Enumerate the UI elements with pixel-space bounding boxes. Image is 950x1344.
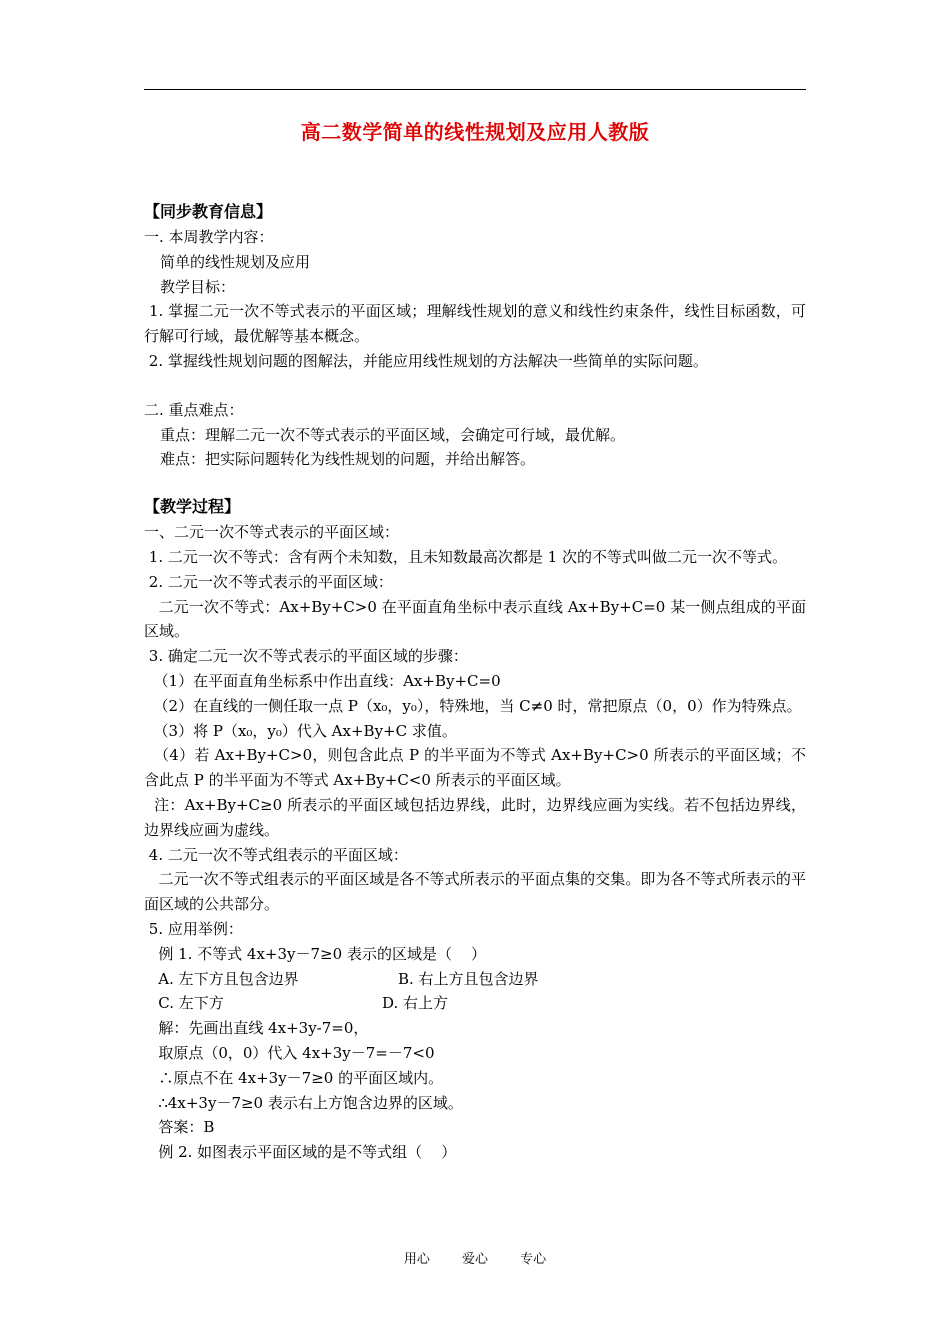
section-heading-sync: 【同步教育信息】 [144, 202, 273, 221]
document-body [144, 199, 806, 1165]
paragraph: 一、二元一次不等式表示的平面区域： [144, 523, 400, 542]
key-point: 重点：理解二元一次不等式表示的平面区域，会确定可行域，最优解。 [160, 425, 626, 444]
goals-label: 教学目标： [160, 277, 236, 296]
section-heading-process: 【教学过程】 [144, 497, 241, 517]
answer-line: 答案：B [144, 1118, 215, 1137]
page-footer [0, 1248, 950, 1267]
footer-word: 专心 [520, 1252, 547, 1267]
example-2: 例 2. 如图表示平面区域的是不等式组（ ） [144, 1143, 457, 1162]
option-a: A. 左下方且包含边界 [144, 969, 299, 988]
goal-2: 2. 掌握线性规划问题的图解法，并能应用线性规划的方法解决一些简单的实际问题。 [144, 351, 708, 370]
goal-1: 1. 掌握二元一次不等式表示的平面区域；理解线性规划的意义和线性约束条件，线性目标函数，可行解可行域，最优解等基本概念。 [144, 302, 806, 346]
footer-word: 爱心 [461, 1252, 488, 1267]
paragraph: 1. 二元一次不等式：含有两个未知数，且未知数最高次都是 1 次的不等式叫做二元一次不等式。 [144, 547, 787, 566]
solution-line: ∴原点不在 4x+3y－7≥0 的平面区域内。 [144, 1068, 444, 1087]
paragraph: （2）在直线的一侧任取一点 P（x₀，y₀），特殊地，当 C≠0 时，常把原点（0，0）作为特殊点。 [144, 696, 802, 715]
example-1: 例 1. 不等式 4x+3y－7≥0 表示的区域是（ ） [144, 944, 487, 963]
example-1-options-row-1 [144, 967, 806, 992]
solution-line: ∴4x+3y－7≥0 表示右上方饱含边界的区域。 [144, 1093, 463, 1112]
content-topic: 简单的线性规划及应用 [160, 252, 311, 271]
footer-word: 用心 [403, 1252, 430, 1267]
option-b: B. 右上方且包含边界 [398, 969, 539, 988]
example-1-options-row-2 [144, 991, 806, 1016]
solution-line: 取原点（0，0）代入 4x+3y－7=－7<0 [144, 1043, 435, 1062]
header-rule [144, 89, 806, 90]
paragraph: （3）将 P（x₀，y₀）代入 Ax+By+C 求值。 [144, 721, 457, 740]
content-heading: 一. 本周教学内容： [144, 228, 274, 246]
paragraph: 4. 二元一次不等式组表示的平面区域： [144, 845, 408, 864]
paragraph: 二元一次不等式：Ax+By+C>0 在平面直角坐标中表示直线 Ax+By+C=0 某一侧点组成的平面区域。 [144, 597, 806, 641]
solution-line: 解：先画出直线 4x+3y-7=0， [144, 1019, 369, 1038]
difficult-point: 难点：把实际问题转化为线性规划的问题，并给出解答。 [160, 450, 536, 469]
paragraph: 注：Ax+By+C≥0 所表示的平面区域包括边界线，此时，边界线应画为实线。若不包括边界线，边界线应画为虚线。 [144, 795, 806, 839]
paragraph: 5. 应用举例： [144, 919, 243, 938]
paragraph: （1）在平面直角坐标系中作出直线：Ax+By+C=0 [144, 671, 501, 690]
paragraph: 3. 确定二元一次不等式表示的平面区域的步骤： [144, 647, 468, 666]
option-c: C. 左下方 [144, 994, 224, 1013]
option-d: D. 右上方 [382, 994, 449, 1013]
paragraph: 2. 二元一次不等式表示的平面区域： [144, 572, 393, 591]
paragraph: （4）若 Ax+By+C>0，则包含此点 P 的半平面为不等式 Ax+By+C>0 所表示的平面区域；不含此点 P 的半平面为不等式 Ax+By+C<0 所表示的平面区域。 [144, 746, 806, 790]
key-heading: 二. 重点难点： [144, 400, 244, 419]
paragraph: 二元一次不等式组表示的平面区域是各不等式所表示的平面点集的交集。即为各不等式所表示的平面区域的公共部分。 [144, 870, 806, 914]
document-title: 高二数学简单的线性规划及应用人教版 [300, 120, 650, 144]
